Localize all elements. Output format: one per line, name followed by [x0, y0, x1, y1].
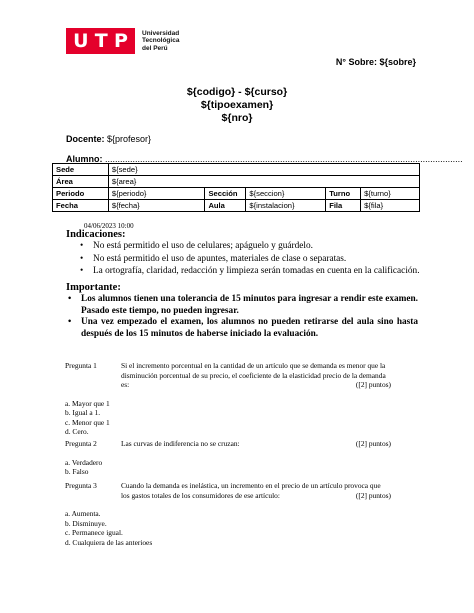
answer-option[interactable]: a. Aumenta. — [65, 509, 101, 518]
question-number: Pregunta 1 — [65, 361, 97, 370]
important-title: Importante: — [66, 282, 121, 293]
logo-letter-p: P — [113, 30, 128, 52]
list-item: • Una vez empezado el examen, los alumnos no pueden retirarse del aula sino hasta después de los 15 minutos de haberse iniciado la evaluación. — [66, 317, 418, 340]
university-name-line: Universidad — [142, 29, 180, 37]
sede-value: ${sede} — [108, 164, 419, 176]
utp-logo-mark — [66, 28, 135, 54]
question-2 — [65, 439, 391, 477]
exam-header — [0, 86, 474, 125]
answer-option[interactable]: d. Cualquiera de las anterioes — [65, 537, 153, 547]
question-options — [65, 399, 391, 437]
university-name-line: del Perú — [142, 44, 168, 52]
question-options — [65, 509, 391, 547]
question-points: ([2] puntos) — [355, 439, 391, 448]
student-label: Alumno: — [66, 154, 103, 164]
question-number: Pregunta 3 — [65, 481, 97, 490]
answer-option[interactable]: a. Mayor que 1 — [65, 398, 110, 408]
question-stem — [65, 361, 391, 390]
area-label: Área — [53, 176, 109, 188]
periodo-value: ${periodo} — [108, 188, 205, 200]
turno-value: ${turno} — [361, 188, 420, 200]
teacher-label: Docente: — [66, 134, 105, 144]
question-3 — [65, 481, 391, 547]
exam-datetime: 04/06/2023 10:00 — [84, 222, 134, 230]
important-list — [66, 294, 418, 340]
question-1 — [65, 361, 391, 437]
table-row — [53, 164, 420, 176]
question-stem — [65, 439, 391, 449]
seccion-value: ${seccion} — [246, 188, 326, 200]
periodo-label: Periodo — [53, 188, 109, 200]
exam-number: ${nro} — [221, 112, 253, 124]
answer-option[interactable]: c. Permanece igual. — [65, 528, 123, 537]
answer-option[interactable]: c. Menor que 1 — [65, 417, 110, 427]
fila-value: ${fila} — [361, 200, 420, 212]
table-row — [53, 176, 420, 188]
instructions-title: Indicaciones: — [66, 229, 126, 240]
area-value: ${area} — [108, 176, 419, 188]
fila-label: Fila — [326, 200, 361, 212]
question-text: Cuando la demanda es inelástica, un incremento en el precio de un artículo provoca que los gastos totales de los consumidores de ese artículo: — [121, 481, 381, 500]
university-name — [142, 30, 179, 53]
university-name-line: Tecnológica — [142, 37, 180, 45]
question-points: ([2] puntos) — [352, 491, 391, 501]
course-code-title: ${codigo} - ${curso} — [186, 86, 288, 98]
student-fill-line: ............................................................................................................................................... — [105, 154, 463, 164]
aula-value: ${instalacion} — [246, 200, 326, 212]
answer-option[interactable]: b. Falso — [65, 467, 89, 476]
seccion-label: Sección — [205, 188, 246, 200]
turno-label: Turno — [326, 188, 361, 200]
question-stem — [65, 481, 391, 500]
table-row — [53, 188, 420, 200]
teacher-value: ${profesor} — [107, 134, 152, 144]
answer-option[interactable]: b. Disminuye. — [65, 518, 107, 528]
table-row — [53, 200, 420, 212]
exam-info-table — [52, 163, 420, 212]
question-text-wrap — [121, 481, 391, 500]
sede-label: Sede — [53, 164, 109, 176]
aula-label: Aula — [205, 200, 246, 212]
question-text: Las curvas de indiferencia no se cruzan: — [121, 439, 240, 448]
envelope-number: N° Sobre: ${sobre} — [335, 57, 416, 67]
answer-option[interactable]: a. Verdadero — [65, 457, 103, 467]
answer-option[interactable]: b. Igual a 1. — [65, 408, 101, 417]
question-text: Si el incremento porcentual en la cantidad de un artículo que se demanda es menor que la disminución porcentual de su precio, el coeficiente de la elasticidad precio de la demanda es: — [121, 361, 386, 389]
instructions-list — [66, 240, 420, 278]
fecha-value: ${fecha} — [108, 200, 205, 212]
list-item: • Los alumnos tienen una tolerancia de 15 minutos para ingresar a rendir este examen. Pasado este tiempo, no pueden ingresar. — [66, 294, 418, 317]
list-item: • No está permitido el uso de apuntes, materiales de clase o separatas. — [66, 253, 420, 266]
list-item: • No está permitido el uso de celulares; apáguelo y guárdelo. — [66, 240, 420, 253]
exam-type: ${tipoexamen} — [200, 99, 274, 111]
teacher-line — [66, 134, 151, 144]
question-text-wrap — [121, 361, 391, 390]
question-number: Pregunta 2 — [65, 439, 97, 448]
fecha-label: Fecha — [53, 200, 109, 212]
list-item: • La ortografía, claridad, redacción y limpieza serán tomadas en cuenta en la calificación. — [66, 265, 420, 278]
question-points: ([2] puntos) — [352, 380, 391, 390]
logo-letter-t: T — [94, 30, 108, 52]
utp-logo — [66, 28, 179, 54]
question-options — [65, 458, 391, 477]
logo-letter-u: U — [73, 30, 89, 52]
answer-option[interactable]: d. Cero. — [65, 427, 89, 436]
